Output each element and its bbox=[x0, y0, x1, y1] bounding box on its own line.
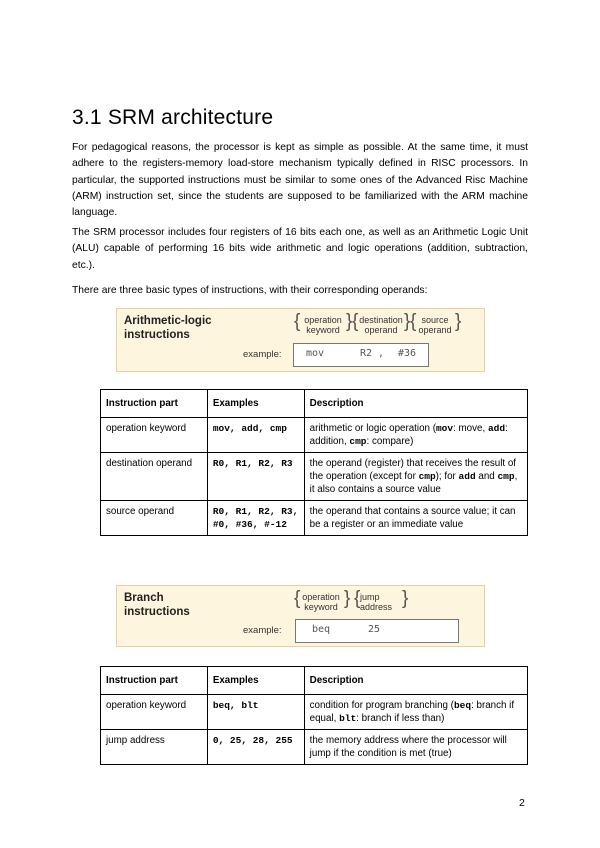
branch-instruction-box bbox=[116, 585, 485, 647]
brace-icon: { bbox=[410, 311, 417, 332]
alu-part-source-operand: source operand bbox=[418, 315, 452, 335]
column-header: Examples bbox=[207, 390, 304, 418]
alu-instruction-table bbox=[100, 389, 528, 536]
instruction-part-cell: jump address bbox=[101, 730, 208, 765]
brace-icon: } bbox=[402, 588, 409, 609]
branch-example-box bbox=[295, 619, 459, 643]
page-number: 2 bbox=[519, 797, 525, 809]
alu-example-box bbox=[293, 343, 429, 367]
brace-icon: { bbox=[354, 588, 361, 609]
table-header-row bbox=[101, 390, 528, 418]
alu-example-source: #36 bbox=[398, 348, 417, 359]
brace-icon: { bbox=[352, 311, 359, 332]
brace-icon: { bbox=[294, 588, 301, 609]
column-header: Description bbox=[304, 390, 527, 418]
alu-part-destination-operand: destination operand bbox=[359, 315, 403, 335]
brace-icon: } bbox=[404, 311, 411, 332]
alu-instruction-box bbox=[116, 308, 485, 372]
alu-example-operation: mov bbox=[306, 348, 325, 359]
examples-cell: mov, add, cmp bbox=[207, 418, 304, 453]
brace-icon: } bbox=[346, 311, 353, 332]
brace-icon: } bbox=[344, 588, 351, 609]
branch-example-operation: beq bbox=[312, 624, 331, 635]
section-heading: 3.1 SRM architecture bbox=[72, 106, 274, 129]
examples-cell: beq, blt bbox=[207, 695, 304, 730]
brace-icon: { bbox=[294, 311, 301, 332]
table-row bbox=[101, 418, 528, 453]
description-cell: the operand (register) that receives the result of the operation (except for cmp); for add and cmp, it also contains a source value bbox=[304, 453, 527, 501]
examples-cell: R0, R1, R2, R3 bbox=[207, 453, 304, 501]
examples-cell: R0, R1, R2, R3, #0, #36, #-12 bbox=[207, 501, 304, 536]
alu-title-line1: Arithmetic-logic bbox=[124, 315, 212, 327]
instruction-part-cell: operation keyword bbox=[101, 418, 208, 453]
description-cell: arithmetic or logic operation (mov: move, add: addition, cmp: compare) bbox=[304, 418, 527, 453]
column-header: Instruction part bbox=[101, 390, 208, 418]
srm-processor-paragraph: The SRM processor includes four registers of 16 bits each one, as well as an Arithmetic Logic Unit (ALU) capable of performing 16 bits wide arithmetic and logic operations (addition, subtraction, etc.). bbox=[72, 227, 528, 271]
table-row bbox=[101, 501, 528, 536]
branch-example-label: example: bbox=[243, 625, 282, 636]
brace-icon: } bbox=[455, 311, 462, 332]
alu-title-line2: instructions bbox=[124, 329, 190, 341]
description-cell: the operand that contains a source value; it can be a register or an immediate value bbox=[304, 501, 527, 536]
branch-instruction-table bbox=[100, 666, 528, 765]
description-cell: condition for program branching (beq: branch if equal, blt: branch if less than) bbox=[304, 695, 527, 730]
alu-example-label: example: bbox=[243, 349, 282, 360]
alu-box-title bbox=[124, 314, 212, 342]
alu-example-destination: R2 , bbox=[360, 348, 385, 359]
branch-example-address: 25 bbox=[368, 624, 381, 635]
table-row bbox=[101, 730, 528, 765]
instruction-types-paragraph: There are three basic types of instructions, with their corresponding operands: bbox=[72, 285, 428, 296]
branch-part-operation-keyword: operation keyword bbox=[302, 592, 340, 612]
intro-paragraph: For pedagogical reasons, the processor is kept as simple as possible. At the same time, it must adhere to the registers-memory load-store mechanism typically defined in RISC processors. In particular, the supported instructions must be similar to some ones of the Advanced Risc Machine (ARM) instruction set, since the students are supposed to be familiarized with the ARM machine language. bbox=[72, 142, 528, 219]
column-header: Description bbox=[304, 667, 527, 695]
alu-part-operation-keyword: operation keyword bbox=[304, 315, 342, 335]
table-header-row bbox=[101, 667, 528, 695]
branch-part-jump-address: jump address bbox=[360, 592, 393, 612]
branch-box-title bbox=[124, 591, 190, 619]
branch-title-line2: instructions bbox=[124, 606, 190, 618]
instruction-part-cell: operation keyword bbox=[101, 695, 208, 730]
branch-title-line1: Branch bbox=[124, 592, 164, 604]
instruction-part-cell: destination operand bbox=[101, 453, 208, 501]
table-row bbox=[101, 453, 528, 501]
examples-cell: 0, 25, 28, 255 bbox=[207, 730, 304, 765]
table-row bbox=[101, 695, 528, 730]
description-cell: the memory address where the processor will jump if the condition is met (true) bbox=[304, 730, 527, 765]
column-header: Instruction part bbox=[101, 667, 208, 695]
instruction-part-cell: source operand bbox=[101, 501, 208, 536]
column-header: Examples bbox=[207, 667, 304, 695]
